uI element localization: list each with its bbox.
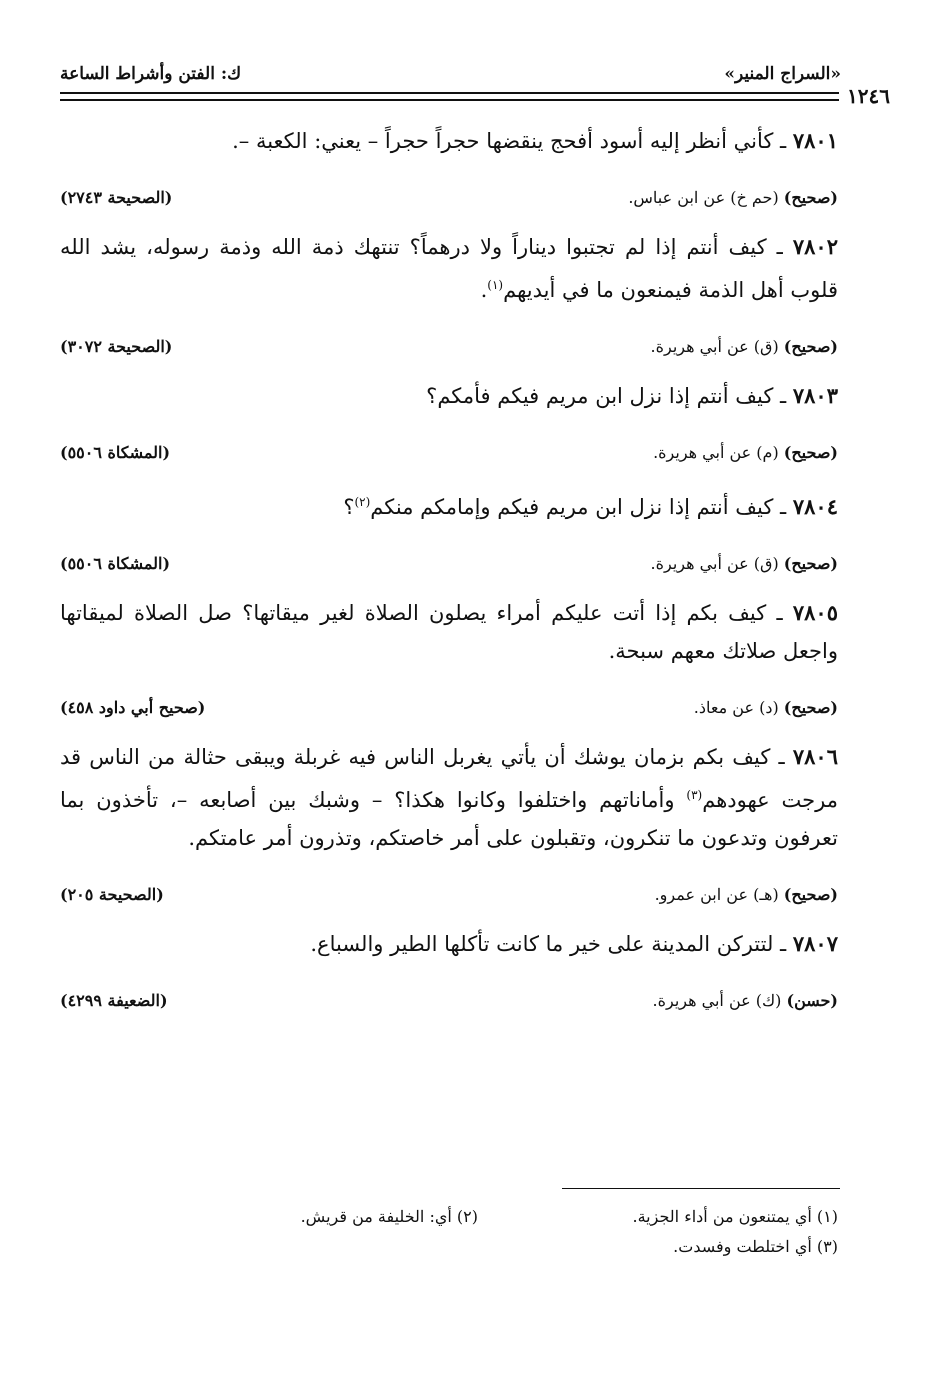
hadith-text: ٧٨٠٥ ـ كيف بكم إذا أتت عليكم أمراء يصلون الصلاة لغير ميقاتها؟ صل الصلاة لميقاتها واجعل صلاتك معهم سبحة. bbox=[60, 600, 838, 663]
hadith-source bbox=[694, 698, 838, 717]
hadith-reference: (المشكاة ٥٥٠٦) bbox=[60, 554, 171, 573]
hadith-reference: (المشكاة ٥٥٠٦) bbox=[60, 443, 171, 462]
page-header bbox=[60, 60, 841, 90]
footnotes bbox=[60, 1202, 838, 1262]
hadith-source bbox=[653, 443, 838, 462]
chapter-title: ك: الفتن وأشراط الساعة bbox=[60, 64, 242, 84]
hadith-source-line bbox=[60, 881, 838, 913]
hadith-body: كيف أنتم إذا نزل ابن مريم فيكم فأمكم؟ bbox=[426, 384, 774, 408]
hadith-narrator: (ك) عن أبي هريرة. bbox=[652, 991, 782, 1010]
hadith-text: ٧٨٠١ ـ كأني أنظر إليه أسود أفحج ينقضها حجراً حجراً – يعني: الكعبة –. bbox=[232, 128, 838, 153]
footnote-text: أي يمتنعون من أداء الجزية. bbox=[632, 1207, 812, 1226]
hadith-source-line bbox=[60, 987, 838, 1019]
hadith-number: ٧٨٠٢ bbox=[792, 234, 838, 259]
hadith-narrator: (حم خ) عن ابن عباس. bbox=[628, 188, 779, 207]
footnote-marker: (٣) bbox=[816, 1237, 838, 1256]
hadith-reference: (الصحيحة ٣٠٧٢) bbox=[60, 337, 173, 356]
hadith-grading: (حسن) bbox=[786, 991, 838, 1010]
hadith-number: ٧٨٠٤ bbox=[792, 494, 838, 519]
hadith-body: كيف بكم بزمان يوشك أن يأتي يغربل الناس فيه غربلة ويبقى حثالة من الناس قد مرجت عهودهم bbox=[60, 745, 838, 812]
hadith-grading: (صحيح) bbox=[783, 554, 838, 573]
hadith-number: ٧٨٠٦ bbox=[792, 744, 838, 769]
hadith-narrator: (ق) عن أبي هريرة. bbox=[650, 554, 779, 573]
book-title: «السراج المنير» bbox=[724, 64, 841, 84]
hadith-narrator: (د) عن معاذ. bbox=[693, 698, 779, 717]
hadith-entry bbox=[60, 483, 838, 582]
hadith-source bbox=[628, 188, 838, 207]
footnote-text: أي: الخليفة من قريش. bbox=[300, 1207, 452, 1226]
footnote-ref: (١) bbox=[487, 278, 504, 292]
header-rule-top bbox=[60, 92, 839, 94]
hadith-narrator: (ق) عن أبي هريرة. bbox=[650, 337, 779, 356]
hadith-grading: (صحيح) bbox=[783, 337, 838, 356]
footnote-item bbox=[301, 1202, 478, 1232]
hadith-reference: (الضعيفة ٤٢٩٩) bbox=[60, 991, 168, 1010]
hadith-number: ٧٨٠٣ bbox=[792, 383, 838, 408]
hadith-body: لتتركن المدينة على خير ما كانت تأكلها الطير والسباع. bbox=[310, 932, 774, 956]
footnote-marker: (٢) bbox=[456, 1207, 478, 1226]
hadith-reference: (الصحيحة ٢٠٥) bbox=[60, 885, 164, 904]
footnote-ref: (٢) bbox=[354, 495, 371, 509]
hadith-entry bbox=[60, 228, 838, 365]
hadith-source bbox=[655, 885, 838, 904]
hadith-source-line bbox=[60, 439, 838, 471]
page-number: ١٢٤٦ bbox=[843, 84, 894, 108]
hadith-body: كيف أنتم إذا نزل ابن مريم فيكم وإمامكم منكم bbox=[370, 495, 774, 519]
hadith-body: كأني أنظر إليه أسود أفحج ينقضها حجراً حجراً – يعني: الكعبة –. bbox=[232, 129, 774, 153]
hadith-reference: (الصحيحة ٢٧٤٣) bbox=[60, 188, 173, 207]
footnote-marker: (١) bbox=[816, 1207, 838, 1226]
hadith-text: ٧٨٠٣ ـ كيف أنتم إذا نزل ابن مريم فيكم فأمكم؟ bbox=[426, 383, 838, 408]
hadith-number: ٧٨٠٧ bbox=[792, 931, 838, 956]
hadith-text: ٧٨٠٢ ـ كيف أنتم إذا لم تجتبوا ديناراً ولا درهماً؟ تنتهك ذمة الله وذمة رسوله، يشد الله قلوب أهل الذمة فيمنعون ما في أيديهم$^{(١)}$. bbox=[60, 234, 838, 302]
footnote-item bbox=[673, 1232, 838, 1262]
hadith-body-end: . bbox=[480, 278, 488, 302]
hadith-entry bbox=[60, 738, 838, 913]
hadith-text: ٧٨٠٤ ـ كيف أنتم إذا نزل ابن مريم فيكم وإمامكم منكم$^{(٢)}$؟ bbox=[343, 494, 838, 519]
footnote-item bbox=[633, 1202, 838, 1232]
footnote-row bbox=[60, 1232, 838, 1262]
hadith-grading: (صحيح) bbox=[783, 698, 838, 717]
hadith-entry bbox=[60, 122, 838, 216]
hadith-number: ٧٨٠١ bbox=[792, 128, 838, 153]
hadith-source-line bbox=[60, 694, 838, 726]
hadith-reference: (صحيح أبي داود ٤٥٨) bbox=[60, 698, 206, 717]
hadith-body: كيف أنتم إذا لم تجتبوا ديناراً ولا درهماً؟ تنتهك ذمة الله وذمة رسوله، يشد الله قلوب أهل الذمة فيمنعون ما في أيديهم bbox=[60, 235, 838, 302]
hadith-source-line bbox=[60, 333, 838, 365]
hadith-source-line bbox=[60, 550, 838, 582]
footnote-rule bbox=[562, 1188, 840, 1189]
footnote-ref: (٣) bbox=[686, 788, 703, 802]
hadith-narrator: (هـ) عن ابن عمرو. bbox=[654, 885, 779, 904]
hadith-body: كيف بكم إذا أتت عليكم أمراء يصلون الصلاة لغير ميقاتها؟ صل الصلاة لميقاتها واجعل صلاتك معهم سبحة. bbox=[60, 601, 838, 663]
hadith-text: ٧٨٠٦ ـ كيف بكم بزمان يوشك أن يأتي يغربل الناس فيه غربلة ويبقى حثالة من الناس قد مرجت عهودهم$^{(٣)}$ وأماناتهم واختلفوا وكانوا هكذا؟ – وشبك بين أصابعه –، تأخذون بما تعرفون وتدعون ما تنكرون، وتقبلون على أمر خاصتكم، وتذرون أمر عامتكم. bbox=[60, 744, 838, 850]
hadith-grading: (صحيح) bbox=[783, 885, 838, 904]
hadith-body-end: وأماناتهم واختلفوا وكانوا هكذا؟ – وشبك بين أصابعه –، تأخذون بما تعرفون وتدعون ما تنكرون، وتقبلون على أمر خاصتكم، وتذرون أمر عامتكم. bbox=[60, 788, 838, 850]
hadith-list bbox=[60, 122, 838, 1031]
hadith-source bbox=[651, 337, 838, 356]
footnote-text: أي اختلطت وفسدت. bbox=[673, 1237, 812, 1256]
hadith-grading: (صحيح) bbox=[783, 443, 838, 462]
hadith-number: ٧٨٠٥ bbox=[792, 600, 838, 625]
hadith-entry bbox=[60, 594, 838, 726]
hadith-entry bbox=[60, 925, 838, 1019]
hadith-body-end: ؟ bbox=[343, 495, 355, 519]
header-rule-bottom bbox=[60, 99, 839, 101]
hadith-source-line bbox=[60, 184, 838, 216]
hadith-grading: (صحيح) bbox=[783, 188, 838, 207]
hadith-narrator: (م) عن أبي هريرة. bbox=[653, 443, 779, 462]
footnote-row bbox=[60, 1202, 838, 1232]
hadith-source bbox=[653, 991, 838, 1010]
hadith-source bbox=[651, 554, 838, 573]
hadith-text: ٧٨٠٧ ـ لتتركن المدينة على خير ما كانت تأكلها الطير والسباع. bbox=[310, 931, 838, 956]
hadith-entry bbox=[60, 377, 838, 471]
